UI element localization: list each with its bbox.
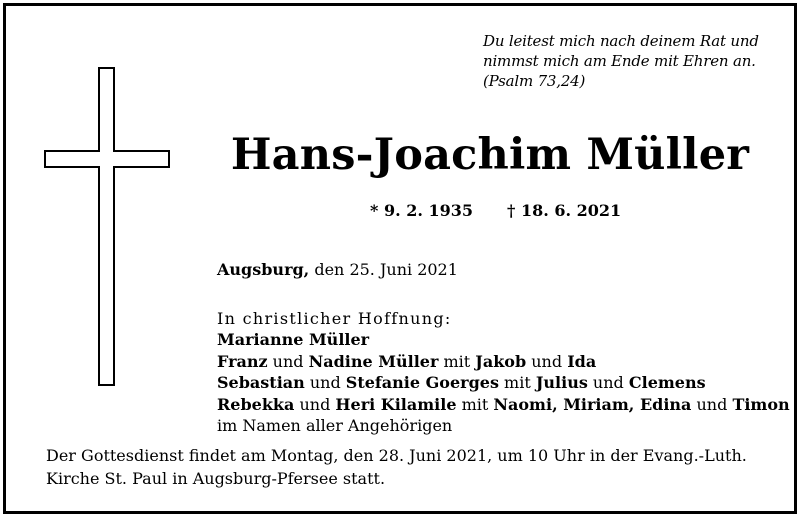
birth-date: * 9. 2. 1935: [370, 201, 474, 220]
closing-line: im Namen aller Angehörigen: [217, 416, 453, 435]
mourner-name: Sebastian: [217, 373, 305, 392]
death-date: † 18. 6. 2021: [507, 201, 622, 220]
connector: mit: [498, 373, 536, 392]
mourner-name: Clemens: [628, 373, 706, 392]
mourner-line: [217, 372, 790, 394]
service-line-2: Kirche St. Paul in Augsburg-Pfersee statt.: [46, 469, 386, 488]
connector: und: [304, 373, 346, 392]
cross-icon: [44, 67, 170, 386]
mourner-name: Timon: [732, 394, 790, 414]
quote-line-2: nimmst mich am Ende mit Ehren an.: [483, 52, 756, 70]
mourner-line: [217, 351, 790, 373]
service-line-1: Der Gottesdienst findet am Montag, den 28. Juni 2021, um 10 Uhr in der Evang.-Luth.: [46, 446, 747, 465]
quote-line-1: Du leitest mich nach deinem Rat und: [483, 32, 759, 50]
mourner-name: Stefanie Goerges: [345, 373, 499, 392]
connector: mit: [438, 351, 476, 371]
date: den 25. Juni 2021: [309, 260, 458, 279]
connector: und: [267, 351, 309, 371]
connector: und: [294, 394, 336, 414]
mourner-name: Ida: [567, 351, 597, 371]
connector: und: [691, 394, 733, 414]
mourner-name: Jakob: [475, 351, 527, 371]
mourners-list: [217, 329, 790, 437]
mourner-name: Naomi, Miriam, Edina: [493, 394, 692, 414]
quote-line-3: (Psalm 73,24): [483, 72, 586, 90]
mourner-line: [217, 415, 790, 437]
deceased-name: Hans-Joachim Müller: [230, 130, 750, 180]
life-dates: [370, 200, 621, 222]
mourner-name: Julius: [535, 373, 588, 392]
mourner-name: Rebekka: [217, 394, 295, 414]
place-and-date: [217, 259, 458, 281]
mourner-name: Heri Kilamile: [335, 394, 457, 414]
mourner-name: Marianne Müller: [217, 330, 370, 349]
connector: und: [526, 351, 568, 371]
connector: und: [587, 373, 629, 392]
connector: mit: [456, 394, 494, 414]
place: Augsburg,: [217, 260, 310, 279]
mourner-line: [217, 394, 790, 416]
mourner-line: [217, 329, 790, 351]
mourner-name: Franz: [217, 351, 268, 371]
bible-quote: [483, 31, 783, 91]
mourner-name: Nadine Müller: [308, 351, 439, 371]
service-notice: [46, 444, 747, 490]
hope-heading: In christlicher Hoffnung:: [217, 309, 452, 328]
